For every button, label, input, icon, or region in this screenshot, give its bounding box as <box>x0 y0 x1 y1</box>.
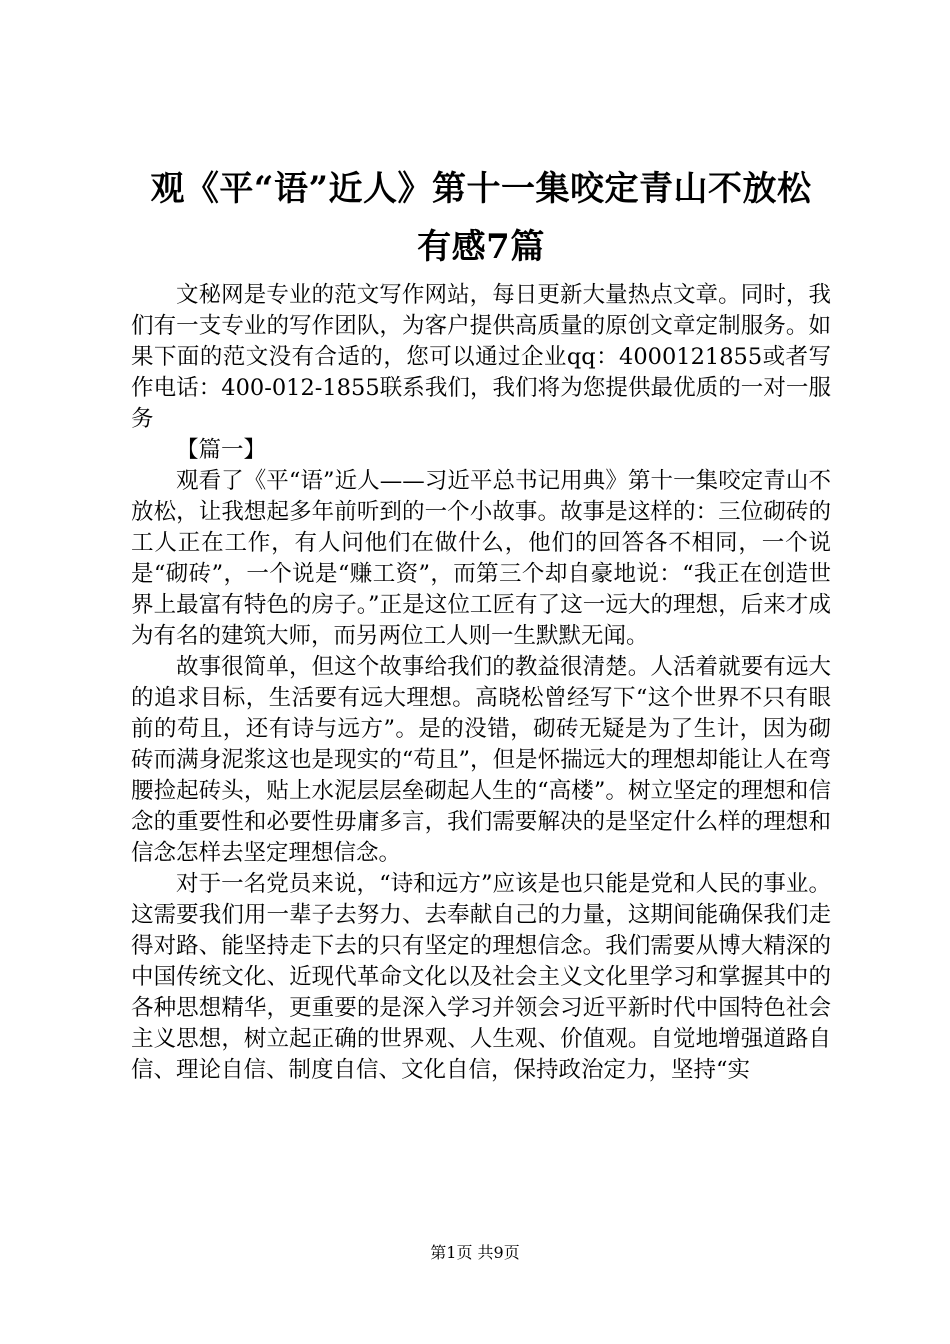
document-title <box>131 160 831 276</box>
page-footer <box>0 1242 950 1264</box>
document-body <box>131 280 831 1086</box>
body-paragraph-1: 观看了《平“语”近人——习近平总书记用典》第十一集咬定青山不放松，让我想起多年前听到的一个小故事。故事是这样的：三位砌砖的工人正在工作，有人问他们在做什么，他们的回答各不相同，一个说是“砌砖”，一个说是“赚工资”，而第三个却自豪地说：“我正在创造世界上最富有特色的房子。”正是这位工匠有了这一远大的理想，后来才成为有名的建筑大师，而另两位工人则一生默默无闻。 <box>131 468 831 649</box>
page-number: 第1页 共9页 <box>430 1243 520 1262</box>
section-label: 【篇一】 <box>176 437 267 463</box>
body-paragraph-2: 故事很简单，但这个故事给我们的教益很清楚。人活着就要有远大的追求目标，生活要有远大理想。高晓松曾经写下“这个世界不只有眼前的苟且，还有诗与远方”。是的没错，砌砖无疑是为了生计，因为砌砖而满身泥浆这也是现实的“苟且”，但是怀揣远大的理想却能让人在弯腰捡起砖头，贴上水泥层层垒砌起人生的“高楼”。树立坚定的理想和信念的重要性和必要性毋庸多言，我们需要解决的是坚定什么样的理想和信念怎样去坚定理想信念。 <box>131 654 831 866</box>
title-line-1: 观《平“语”近人》第十一集咬定青山不放松 <box>150 169 812 209</box>
title-line-2: 有感7篇 <box>417 227 545 267</box>
intro-paragraph: 文秘网是专业的范文写作网站，每日更新大量热点文章。同时，我们有一支专业的写作团队，为客户提供高质量的原创文章定制服务。如果下面的范文没有合适的，您可以通过企业qq：4000121855或者写作电话：400-012-1855联系我们，我们将为您提供最优质的一对一服务 <box>131 282 831 432</box>
body-paragraph-3: 对于一名党员来说，“诗和远方”应该是也只能是党和人民的事业。这需要我们用一辈子去努力、去奉献自己的力量，这期间能确保我们走得对路、能坚持走下去的只有坚定的理想信念。我们需要从博大精深的中国传统文化、近现代革命文化以及社会主义文化里学习和掌握其中的各种思想精华，更重要的是深入学习并领会习近平新时代中国特色社会主义思想，树立起正确的世界观、人生观、价值观。自觉地增强道路自信、理论自信、制度自信、文化自信，保持政治定力，坚持“实 <box>131 871 831 1083</box>
document-page <box>131 160 831 1086</box>
